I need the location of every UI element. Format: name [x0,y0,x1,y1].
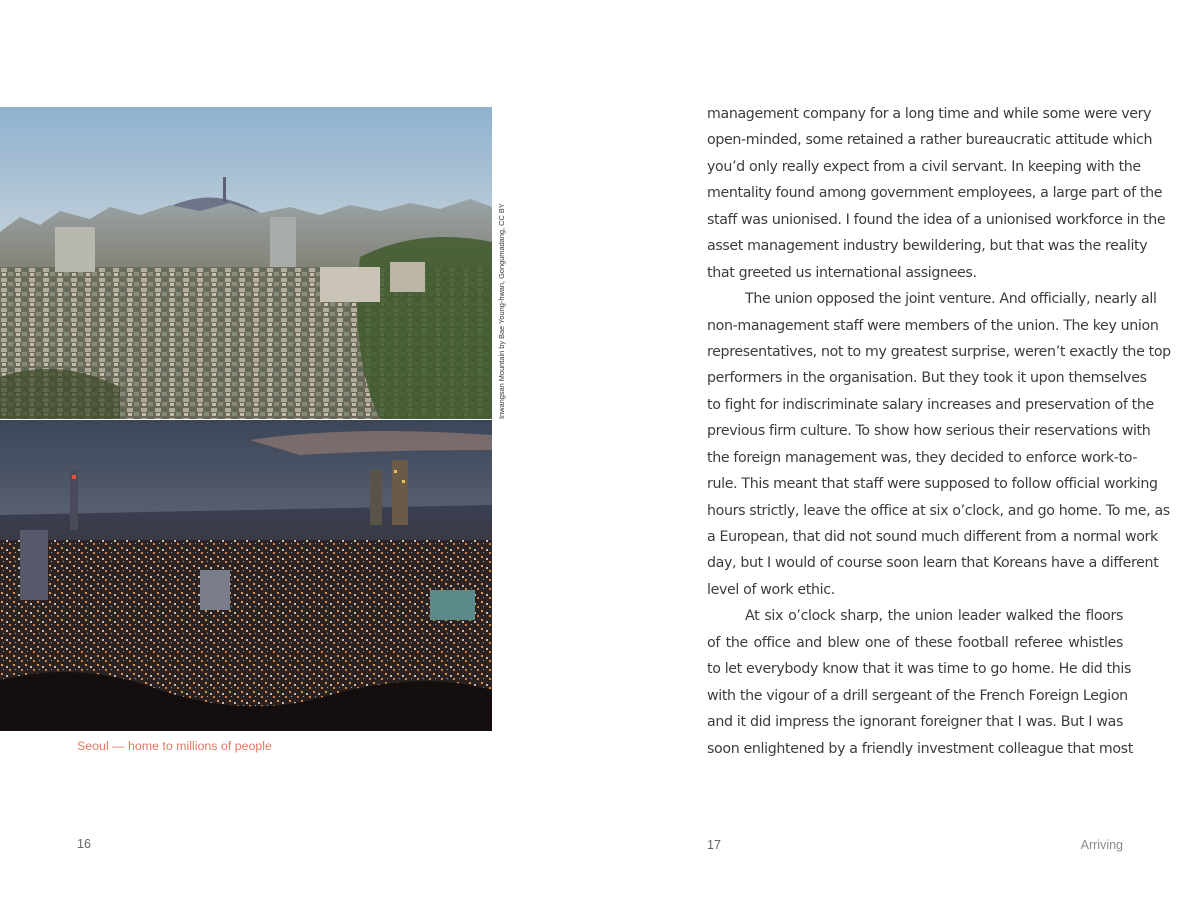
text-line: mentality found among government employees, a large part of the [707,185,1163,202]
page-number-right: 17 [707,838,721,852]
text-line: a European, that did not sound much different from a normal work [707,529,1158,545]
text-line: management company for a long time and while some were very [707,106,1152,122]
text-line: The union opposed the joint venture. And officially, nearly all [745,291,1157,308]
image-caption: Seoul — home to millions of people [77,739,272,753]
text-line: non-management staff were members of the union. The key union [707,317,1159,334]
text-line: hours strictly, leave the office at six o’clock, and go home. To me, as [707,502,1170,519]
text-line: of the office and blew one of these football referee whistles [707,634,1123,651]
running-head: Arriving [1080,838,1123,852]
text-line: level of work ethic. [707,581,835,598]
text-line: rule. This meant that staff were supposed to follow official working [707,476,1158,493]
text-line: At six o’clock sharp, the union leader walked the floors [745,608,1123,625]
text-line: open-minded, some retained a rather bureaucratic attitude which [707,132,1153,149]
text-line: previous firm culture. To show how serious their reservations with [707,423,1151,440]
text-line: you’d only really expect from a civil servant. In keeping with the [707,158,1141,175]
text-line: performers in the organisation. But they took it upon themselves [707,370,1147,387]
page-number-left: 16 [77,837,91,851]
image-credit: Inwangsan Mountain by Bae Young-hwan, Gongumadang, CC BY [497,203,506,419]
text-line: the foreign management was, they decided to enforce work-to- [707,449,1138,466]
text-line: that greeted us international assignees. [707,264,977,281]
text-line: soon enlightened by a friendly investment colleague that most [707,740,1133,757]
text-line: and it did impress the ignorant foreigner that I was. But I was [707,714,1123,731]
text-line: staff was unionised. I found the idea of a unionised workforce in the [707,211,1166,228]
seoul-night-photo [0,420,492,731]
text-line: representatives, not to my greatest surprise, weren’t exactly the top [707,343,1171,360]
text-line: with the vigour of a drill sergeant of the French Foreign Legion [707,687,1128,704]
seoul-day-photo [0,107,492,419]
text-line: day, but I would of course soon learn that Koreans have a different [707,555,1159,572]
text-line: to fight for indiscriminate salary increases and preservation of the [707,396,1154,413]
text-line: asset management industry bewildering, but that was the reality [707,238,1148,255]
text-line: to let everybody know that it was time to go home. He did this [707,661,1132,678]
body-text [707,101,1171,762]
